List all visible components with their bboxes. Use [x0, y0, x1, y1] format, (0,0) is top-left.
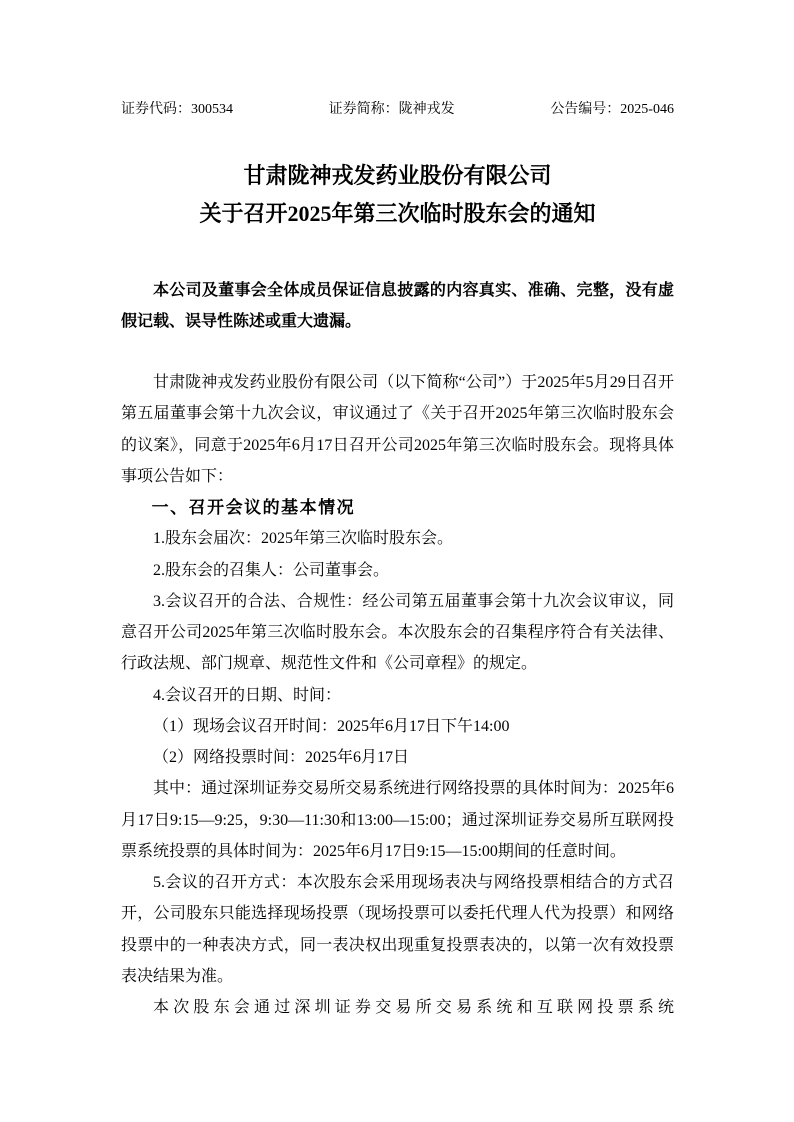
intro-paragraph: 甘肃陇神戎发药业股份有限公司（以下简称“公司”）于2025年5月29日召开第五届董事会第十九次会议，审议通过了《关于召开2025年第三次临时股东会的议案》，同意于2025年6月17日召开公司2025年第三次临时股东会。现将具体事项公告如下： — [121, 374, 674, 485]
document-header — [121, 100, 674, 120]
board-disclaimer: 本公司及董事会全体成员保证信息披露的内容真实、准确、完整，没有虚假记载、误导性陈述或重大遗漏。 — [121, 282, 674, 331]
item-meeting-method: 5.会议的召开方式：本次股东会采用现场表决与网络投票相结合的方式召开，公司股东只能选择现场投票（现场投票可以委托代理人代为投票）和网络投票中的一种表决方式，同一表决权出现重复投票表决的，以第一次有效投票表决结果为准。 — [121, 874, 674, 985]
stock-code: 证券代码：300534 — [121, 102, 233, 117]
item-voting-time-detail: 其中：通过深圳证券交易所交易系统进行网络投票的具体时间为：2025年6月17日9:15—9:25，9:30—11:30和13:00—15:00；通过深圳证券交易所互联网投票系统投票的具体时间为：2025年6月17日9:15—15:00期间的任意时间。 — [121, 780, 674, 860]
stock-short-name: 证券简称：陇神戎发 — [328, 102, 455, 117]
item-date-time: 4.会议召开的日期、时间： — [153, 686, 342, 704]
document-body — [121, 367, 674, 1023]
announcement-number: 公告编号：2025-046 — [550, 102, 674, 117]
section-heading-basic-info: 一、召开会议的基本情况 — [151, 498, 356, 517]
item-convener: 2.股东会的召集人：公司董事会。 — [153, 561, 390, 579]
item-online-voting-time: （2）网络投票时间：2025年6月17日 — [153, 749, 410, 766]
item-voting-system-partial-line: 本次股东会通过深圳证券交易所交易系统和互联网投票系统 — [153, 999, 674, 1016]
item-onsite-meeting-time: （1）现场会议召开时间：2025年6月17日下午14:00 — [153, 717, 510, 735]
item-meeting-session: 1.股东会届次：2025年第三次临时股东会。 — [153, 530, 454, 548]
notice-title: 关于召开2025年第三次临时股东会的通知 — [199, 201, 596, 226]
item-legality: 3.会议召开的合法、合规性：经公司第五届董事会第十九次会议审议，同意召开公司2025年第三次临时股东会。本次股东会的召集程序符合有关法律、行政法规、部门规章、规范性文件和《公司章程》的规定。 — [121, 592, 674, 673]
company-title: 甘肃陇神戎发药业股份有限公司 — [243, 163, 552, 188]
